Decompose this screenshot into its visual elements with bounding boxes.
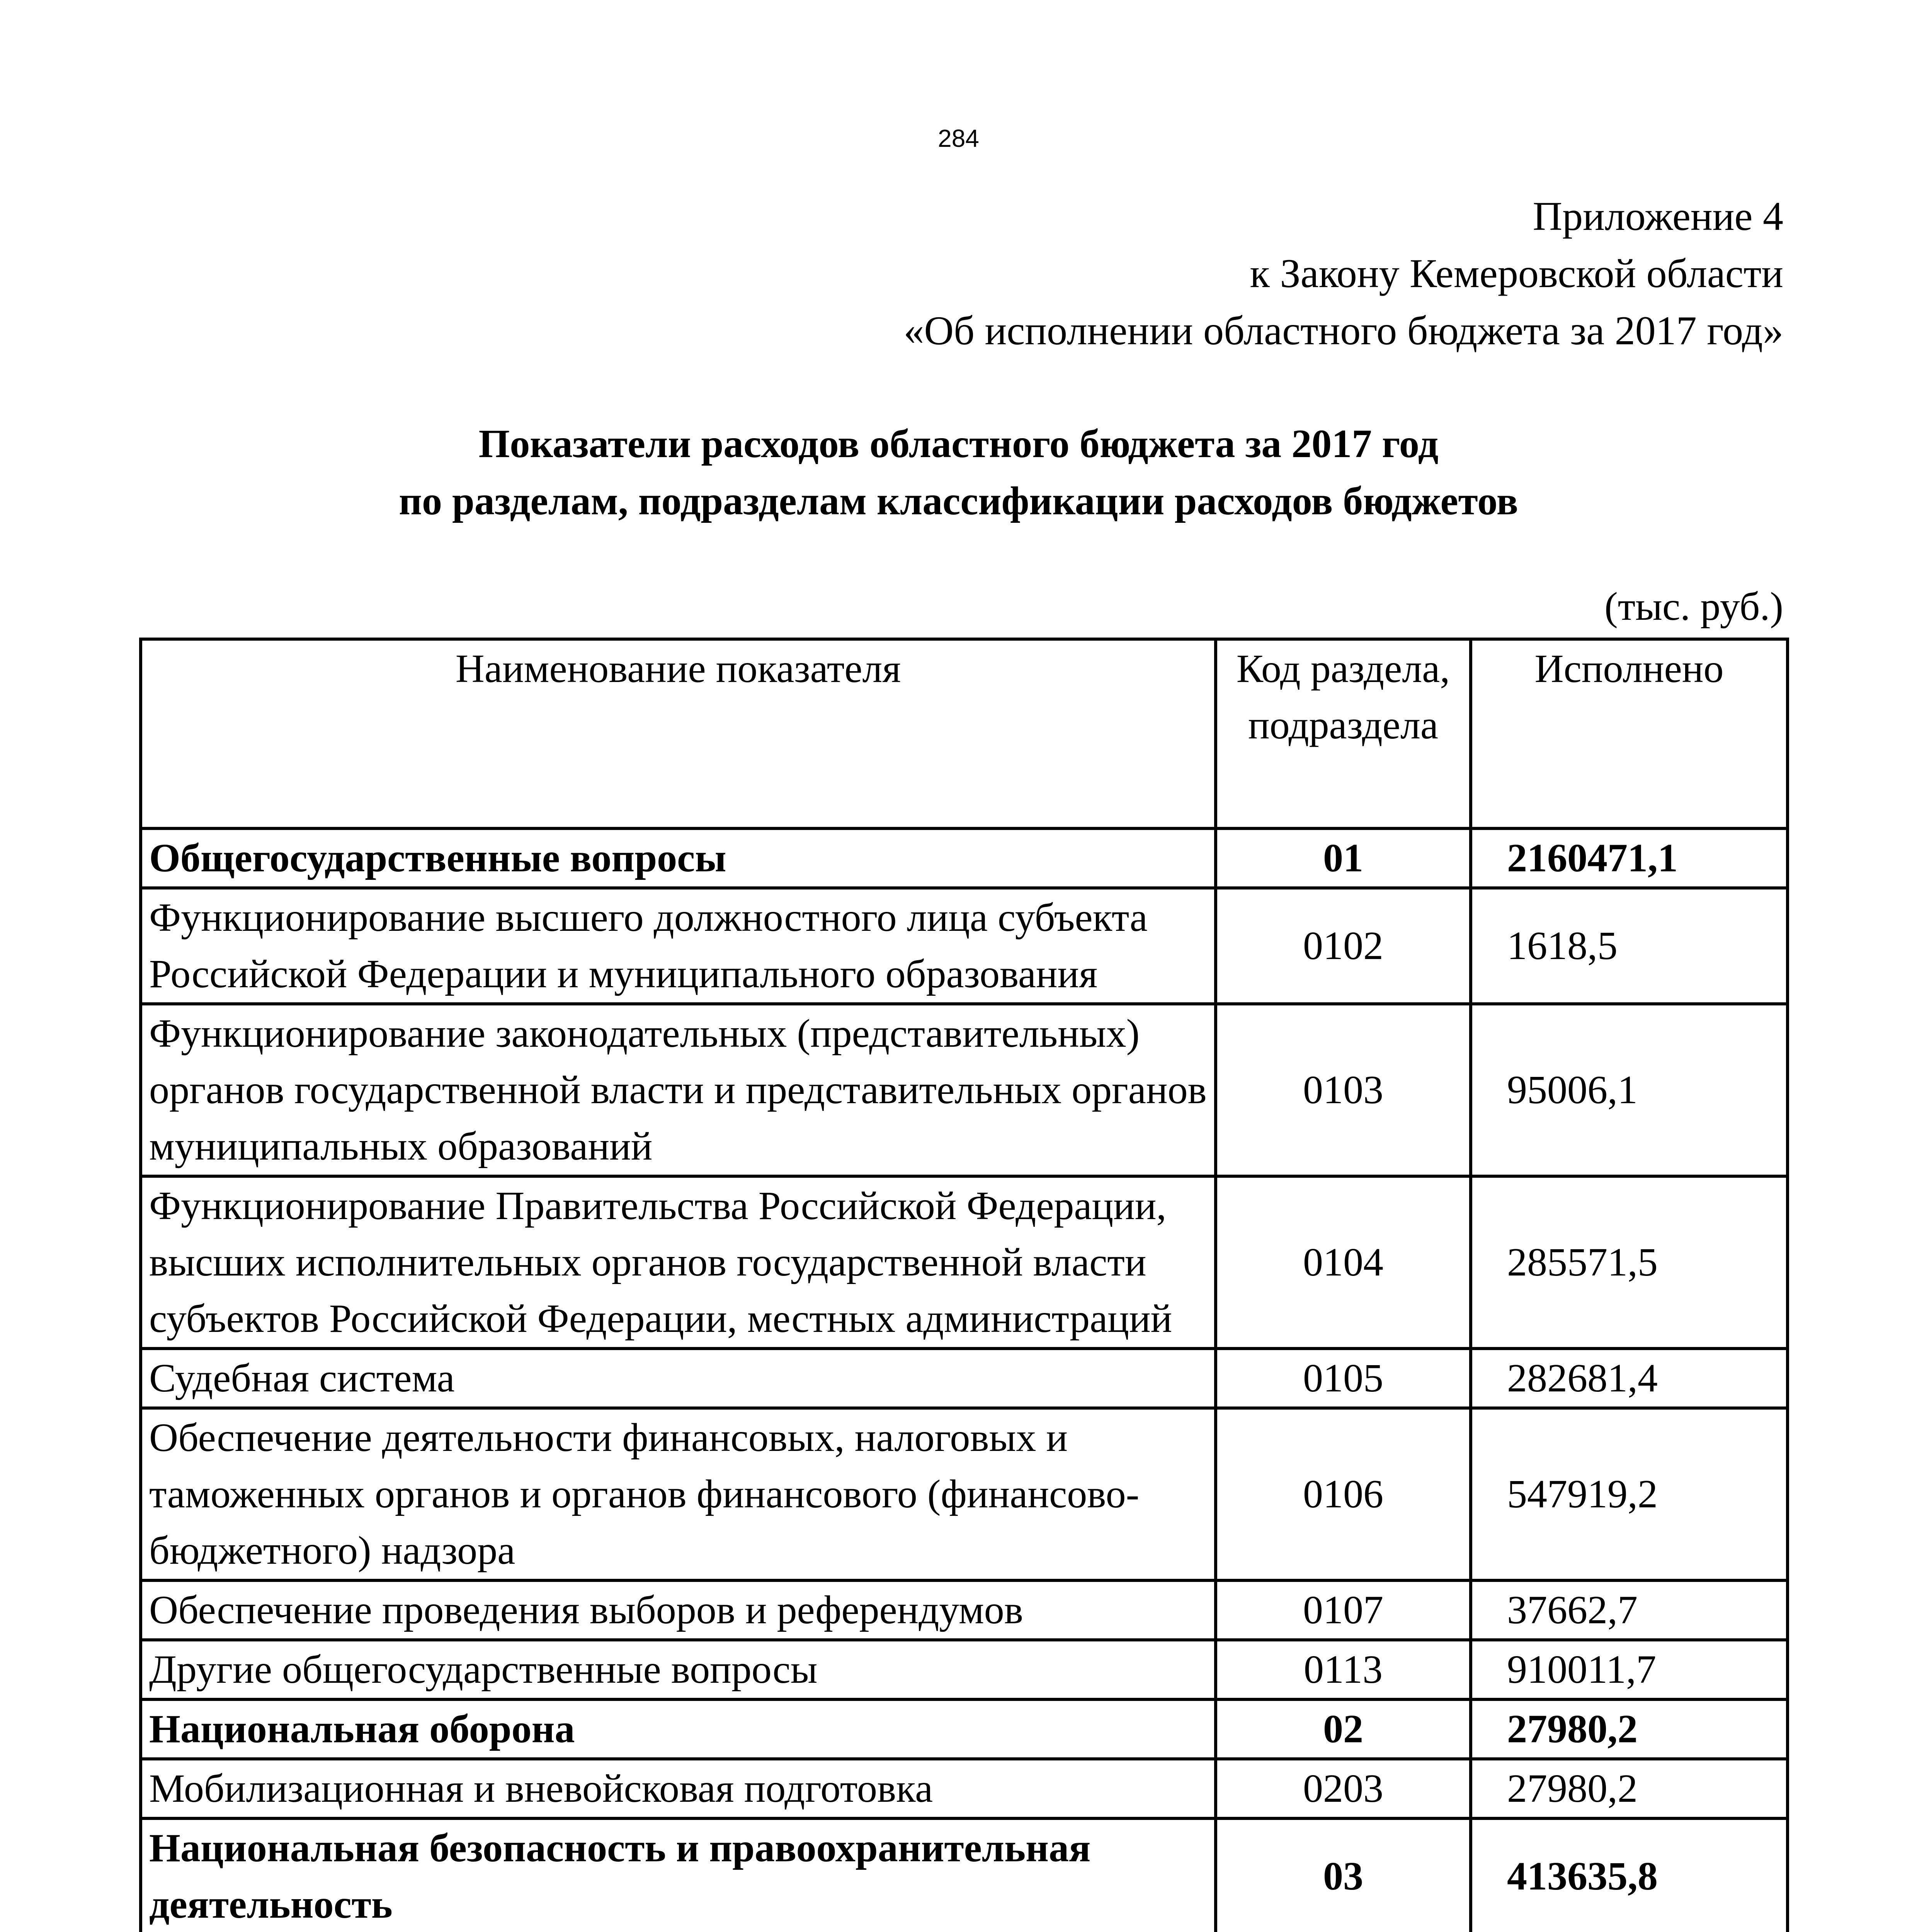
row-name-cell: Обеспечение проведения выборов и референдумов	[141, 1580, 1216, 1640]
table-header-row	[141, 639, 1788, 828]
row-code-cell: 0106	[1216, 1408, 1471, 1580]
row-value-cell: 1618,5	[1471, 888, 1788, 1004]
page-number: 284	[938, 124, 979, 152]
row-name-cell: Другие общегосударственные вопросы	[141, 1640, 1216, 1699]
row-value-cell: 27980,2	[1471, 1699, 1788, 1759]
table-section-row	[141, 1818, 1788, 1932]
appendix-line-3: «Об исполнении областного бюджета за 2017 год»	[903, 308, 1783, 353]
row-code-cell: 0105	[1216, 1349, 1471, 1408]
row-value-cell: 282681,4	[1471, 1349, 1788, 1408]
appendix-line-2: к Закону Кемеровской области	[1250, 251, 1783, 296]
header-value: Исполнено	[1471, 639, 1788, 828]
table-section-row	[141, 828, 1788, 888]
title-line-1: Показатели расходов областного бюджета за 2017 год	[478, 422, 1439, 466]
row-code-cell: 02	[1216, 1699, 1471, 1759]
document-title	[0, 415, 1917, 530]
row-value-cell: 2160471,1	[1471, 828, 1788, 888]
table-row	[141, 1640, 1788, 1699]
row-name-cell: Мобилизационная и вневойсковая подготовка	[141, 1759, 1216, 1818]
row-code-cell: 0203	[1216, 1759, 1471, 1818]
row-value-cell: 27980,2	[1471, 1759, 1788, 1818]
table-body	[141, 828, 1788, 1932]
header-name: Наименование показателя	[141, 639, 1216, 828]
units-label: (тыс. руб.)	[1604, 584, 1783, 629]
row-code-cell: 03	[1216, 1818, 1471, 1932]
row-name-cell: Обеспечение деятельности финансовых, налоговых и таможенных органов и органов финансового (финансово-бюджетного) надзора	[141, 1408, 1216, 1580]
row-code-cell: 0107	[1216, 1580, 1471, 1640]
table-row	[141, 1349, 1788, 1408]
row-name-cell: Функционирование законодательных (представительных) органов государственной власти и представительных органов муниципальных образований	[141, 1004, 1216, 1176]
header-code: Код раздела, подраздела	[1216, 639, 1471, 828]
table-row	[141, 1176, 1788, 1349]
row-value-cell: 413635,8	[1471, 1818, 1788, 1932]
table-row	[141, 888, 1788, 1004]
row-name-cell: Судебная система	[141, 1349, 1216, 1408]
table-row	[141, 1580, 1788, 1640]
row-value-cell: 95006,1	[1471, 1004, 1788, 1176]
row-code-cell: 0104	[1216, 1176, 1471, 1349]
row-code-cell: 0103	[1216, 1004, 1471, 1176]
table-row	[141, 1759, 1788, 1818]
row-value-cell: 910011,7	[1471, 1640, 1788, 1699]
row-name-cell: Национальная оборона	[141, 1699, 1216, 1759]
row-name-cell: Общегосударственные вопросы	[141, 828, 1216, 888]
row-value-cell: 547919,2	[1471, 1408, 1788, 1580]
appendix-line-1: Приложение 4	[1533, 194, 1783, 239]
row-value-cell: 37662,7	[1471, 1580, 1788, 1640]
table-section-row	[141, 1699, 1788, 1759]
title-line-2: по разделам, подразделам классификации расходов бюджетов	[399, 479, 1518, 523]
table-row	[141, 1408, 1788, 1580]
table-row	[141, 1004, 1788, 1176]
row-name-cell: Функционирование Правительства Российской Федерации, высших исполнительных органов государственной власти субъектов Российской Федерации, местных администраций	[141, 1176, 1216, 1349]
appendix-reference	[904, 188, 1783, 359]
budget-table	[139, 638, 1789, 1932]
row-value-cell: 285571,5	[1471, 1176, 1788, 1349]
row-name-cell: Национальная безопасность и правоохранительная деятельность	[141, 1818, 1216, 1932]
row-code-cell: 01	[1216, 828, 1471, 888]
row-code-cell: 0113	[1216, 1640, 1471, 1699]
row-name-cell: Функционирование высшего должностного лица субъекта Российской Федерации и муниципального образования	[141, 888, 1216, 1004]
row-code-cell: 0102	[1216, 888, 1471, 1004]
